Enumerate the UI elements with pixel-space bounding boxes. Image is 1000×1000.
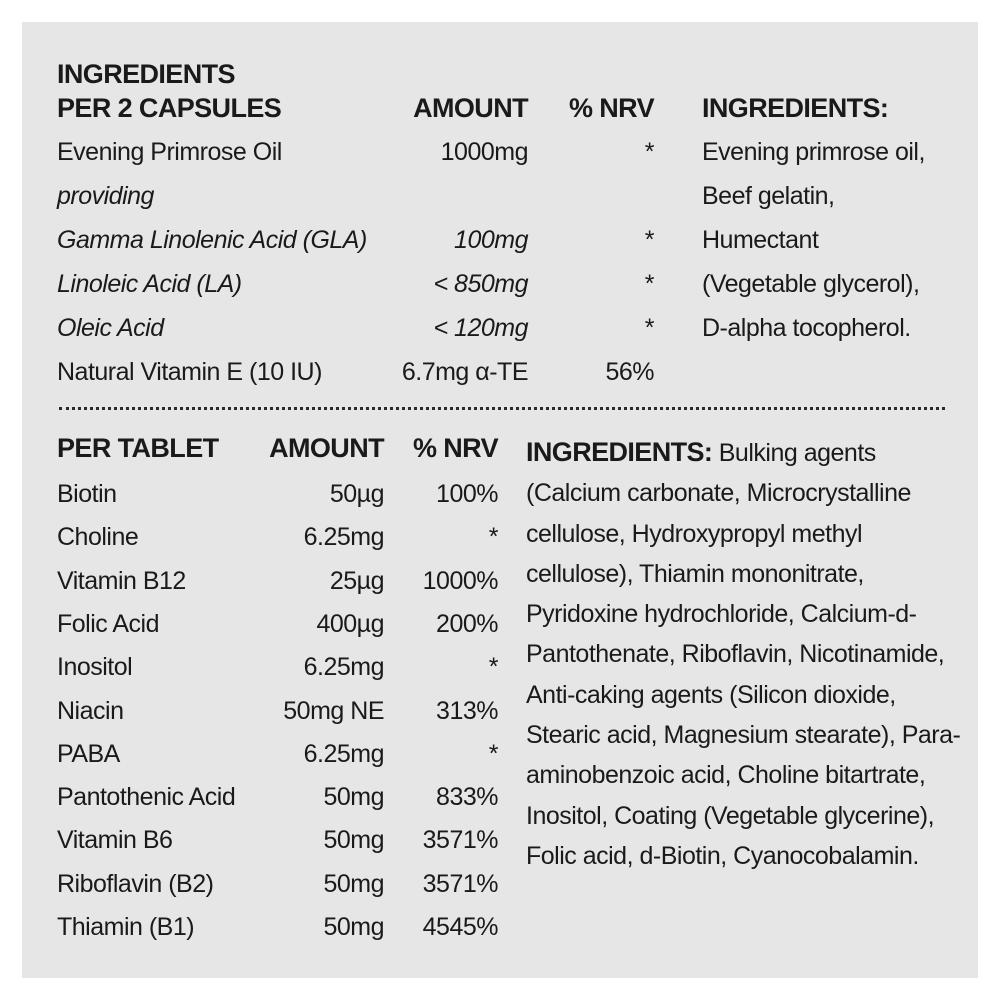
nutrient-nrv: 56% bbox=[605, 358, 654, 386]
nutrient-name: Vitamin B12 bbox=[57, 566, 186, 595]
nutrient-name: Choline bbox=[57, 523, 139, 552]
nutrient-name: Evening Primrose Oil bbox=[57, 138, 282, 166]
nutrient-amount: 50µg bbox=[329, 480, 384, 508]
nutrient-name: Vitamin B6 bbox=[57, 826, 173, 855]
nutrient-amount: 6.25mg bbox=[303, 739, 384, 768]
nutrient-amount: 50mg bbox=[323, 826, 384, 855]
nutrient-amount: 6.25mg bbox=[303, 653, 384, 682]
section1-ingredients-header: INGREDIENTS: bbox=[702, 93, 889, 123]
nutrient-amount: < 850mg bbox=[433, 270, 528, 298]
nutrient-nrv: 100% bbox=[436, 480, 498, 508]
nutrient-amount: 25µg bbox=[329, 566, 384, 595]
dotted-divider bbox=[59, 407, 945, 410]
nutrient-amount: 50mg bbox=[323, 783, 384, 812]
nutrient-amount: 50mg bbox=[323, 869, 384, 898]
nutrient-amount: 50mg bbox=[323, 913, 384, 941]
nutrient-name: Biotin bbox=[57, 480, 117, 508]
nutrient-name: Oleic Acid bbox=[57, 314, 164, 342]
nutrient-nrv: * bbox=[488, 523, 498, 552]
section2-nrv-header: % NRV bbox=[412, 433, 498, 463]
ingredients-line: Humectant bbox=[702, 226, 819, 254]
section1-title-line1: INGREDIENTS bbox=[57, 59, 235, 89]
section1-amount-header: AMOUNT bbox=[413, 93, 528, 123]
nutrient-nrv: * bbox=[644, 138, 654, 166]
nutrient-nrv: * bbox=[644, 226, 654, 254]
nutrient-name: Folic Acid bbox=[57, 609, 159, 638]
nutrient-name: Linoleic Acid (LA) bbox=[57, 270, 242, 298]
nutrient-name: PABA bbox=[57, 739, 120, 768]
ingredients-line: Evening primrose oil, bbox=[702, 138, 925, 166]
nutrient-name: Thiamin (B1) bbox=[57, 913, 195, 941]
nutrient-nrv: 833% bbox=[436, 783, 498, 812]
ingredients-line: D-alpha tocopherol. bbox=[702, 314, 911, 342]
nutrient-name: Gamma Linolenic Acid (GLA) bbox=[57, 226, 367, 254]
nutrient-nrv: 1000% bbox=[422, 566, 498, 595]
nutrient-nrv: * bbox=[488, 739, 498, 768]
nutrient-amount: < 120mg bbox=[433, 314, 528, 342]
nutrient-amount: 50mg NE bbox=[283, 696, 384, 725]
nutrient-amount: 6.7mg α-TE bbox=[401, 358, 528, 386]
section1-nrv-header: % NRV bbox=[568, 93, 654, 123]
nutrient-nrv: 3571% bbox=[422, 869, 498, 898]
nutrient-nrv: 200% bbox=[436, 609, 498, 638]
nutrient-nrv: 313% bbox=[436, 696, 498, 725]
nutrient-nrv: * bbox=[644, 314, 654, 342]
nutrient-name: Natural Vitamin E (10 IU) bbox=[57, 358, 322, 386]
nutrient-nrv: * bbox=[644, 270, 654, 298]
section1-title-line2: PER 2 CAPSULES bbox=[57, 93, 282, 123]
ingredients-line: Beef gelatin, bbox=[702, 182, 835, 210]
nutrient-nrv: 3571% bbox=[422, 826, 498, 855]
nutrient-name: Riboflavin (B2) bbox=[57, 869, 214, 898]
nutrient-amount: 1000mg bbox=[440, 138, 528, 166]
section2-ingredients bbox=[526, 432, 966, 876]
nutrient-nrv: * bbox=[488, 653, 498, 682]
section2-ingredients-header: INGREDIENTS: bbox=[526, 437, 713, 467]
section2-amount-header: AMOUNT bbox=[269, 433, 384, 463]
ingredients-line: (Vegetable glycerol), bbox=[702, 270, 920, 298]
nutrient-nrv: 4545% bbox=[422, 913, 498, 941]
nutrient-amount: 6.25mg bbox=[303, 523, 384, 552]
nutrient-amount: 100mg bbox=[454, 226, 528, 254]
section2-title: PER TABLET bbox=[57, 433, 219, 463]
nutrition-panel bbox=[22, 22, 978, 978]
section2-ingredients-text: Bulking agents (Calcium carbonate, Microcrystalline cellulose, Hydroxypropyl methyl cellulose), Thiamin mononitrate, Pyridoxine hydrochloride, Calcium-d-Pantothenate, Riboflavin, Nicotinamide, Anti-caking agents (Silicon dioxide, Stearic acid, Magnesium stearate), Para-aminobenzoic acid, Choline bitartrate, Inositol, Coating (Vegetable glycerine), Folic acid, d-Biotin, Cyanocobalamin. bbox=[526, 439, 961, 870]
nutrient-name: Niacin bbox=[57, 696, 124, 725]
nutrient-name: Inositol bbox=[57, 653, 133, 682]
nutrient-name: Pantothenic Acid bbox=[57, 783, 236, 812]
nutrient-name: providing bbox=[57, 182, 154, 210]
nutrient-amount: 400µg bbox=[316, 609, 384, 638]
